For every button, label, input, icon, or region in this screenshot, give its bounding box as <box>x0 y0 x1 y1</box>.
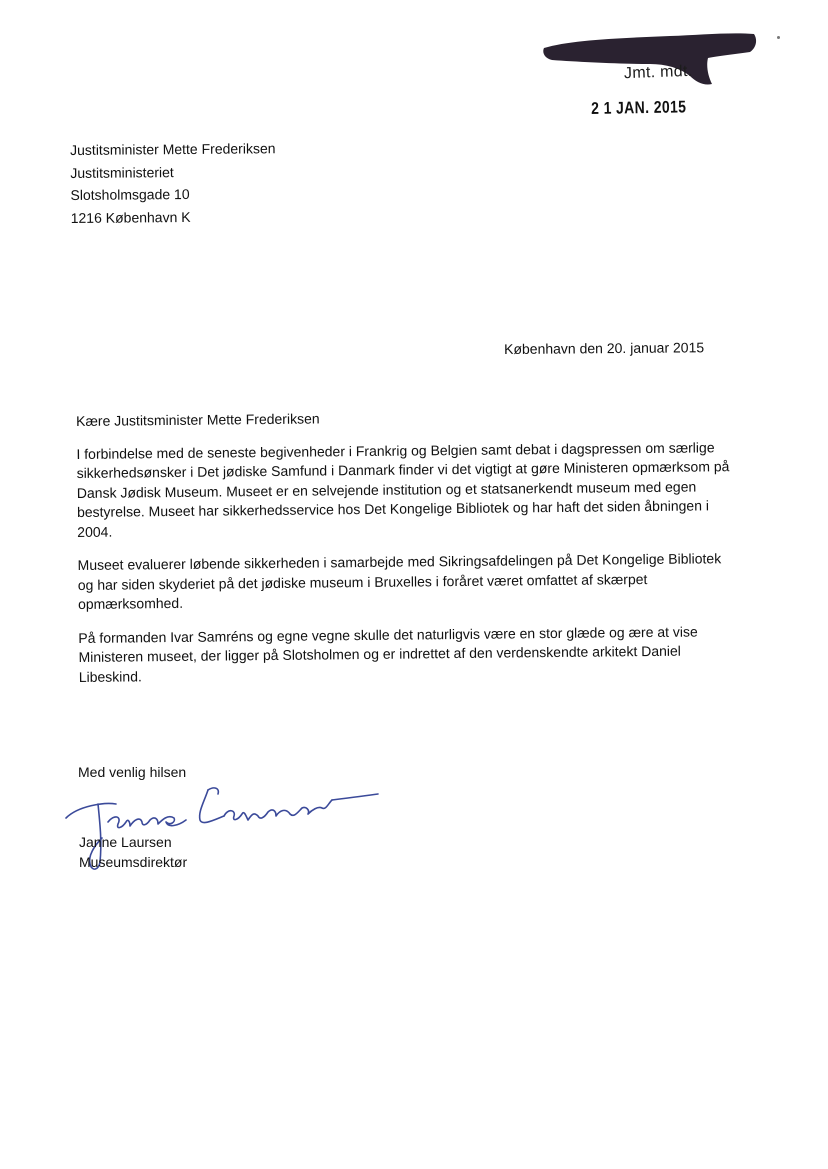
scan-speck <box>777 36 780 39</box>
salutation: Kære Justitsminister Mette Frederiksen <box>76 410 320 429</box>
body-paragraph: På formanden Ivar Samréns og egne vegne skulle det naturligvis være en stor glæde og ære at vise Ministeren museet, der ligger på Slotsholmen og er indrettet af den verdenskendte arkitekt Daniel Libeskind. <box>78 623 698 685</box>
closing: Med venlig hilsen <box>78 764 187 780</box>
recipient-line: Justitsminister Mette Frederiksen <box>70 140 276 158</box>
recipient-line: Slotsholmsgade 10 <box>70 185 190 203</box>
letter-date: København den 20. januar 2015 <box>504 339 705 357</box>
letter-body <box>76 405 739 701</box>
recipient-address <box>70 137 276 229</box>
recipient-line: Justitsministeriet <box>70 163 174 181</box>
signer-title: Museumsdirektør <box>79 854 188 870</box>
signer-name: Janne Laursen <box>79 834 172 850</box>
received-date-stamp: 2 1 JAN. 2015 <box>591 97 687 118</box>
recipient-line: 1216 København K <box>70 208 191 226</box>
signer-block <box>79 832 187 872</box>
office-mark: Jmt. mdt. <box>623 62 693 83</box>
body-paragraph: I forbindelse med de seneste begivenheder i Frankrig og Belgien samt debat i dagspressen om særlige sikkerhedsønsker i Det jødiske Samfund i Danmark finder vi det vigtigt at gøre Ministeren opmærksom på Dansk Jødisk Museum. Museet er en selvejende institution og et statsanerkendt museum med egen bestyrelse. Museet har sikkerhedsservice hos Det Kongelige Bibliotek og har haft det siden åbningen i 2004. <box>76 438 730 540</box>
body-paragraph: Museet evaluerer løbende sikkerheden i samarbejde med Sikringsafdelingen på Det Kongelige Bibliotek og har siden skyderiet på det jødiske museum i Bruxelles i foråret været omfattet af skærpet opmærksomhed. <box>77 550 722 612</box>
